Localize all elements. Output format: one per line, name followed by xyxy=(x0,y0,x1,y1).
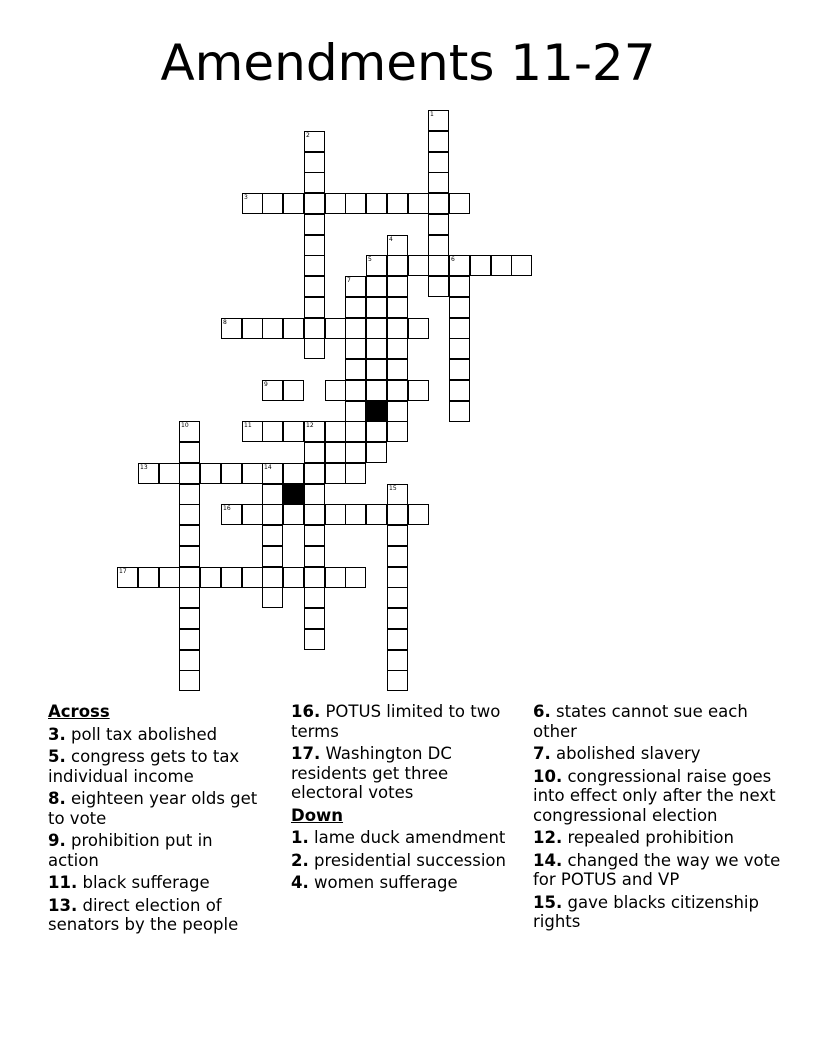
clue-item xyxy=(291,851,506,871)
grid-cell[interactable] xyxy=(387,650,408,671)
grid-cell[interactable] xyxy=(408,318,429,339)
grid-cell[interactable] xyxy=(221,567,242,588)
grid-cell[interactable] xyxy=(449,380,470,401)
grid-cell[interactable] xyxy=(345,276,366,297)
grid-cell[interactable] xyxy=(138,567,159,588)
grid-cell[interactable] xyxy=(366,297,387,318)
grid-cell[interactable] xyxy=(449,359,470,380)
down-clue-list-continued xyxy=(533,702,783,932)
grid-cell[interactable] xyxy=(283,504,304,525)
grid-cell[interactable] xyxy=(366,359,387,380)
grid-cell[interactable] xyxy=(387,504,408,525)
grid-cell[interactable] xyxy=(345,401,366,422)
clue-number-label: 8. xyxy=(48,789,66,808)
grid-cell[interactable] xyxy=(325,380,346,401)
clue-number: 13 xyxy=(140,464,148,471)
grid-cell[interactable] xyxy=(242,193,263,214)
clue-item xyxy=(533,893,783,932)
grid-block-cell xyxy=(366,401,387,422)
clue-number: 15 xyxy=(389,485,397,492)
grid-cell[interactable] xyxy=(408,255,429,276)
grid-cell[interactable] xyxy=(304,567,325,588)
grid-cell[interactable] xyxy=(242,567,263,588)
grid-cell[interactable] xyxy=(449,338,470,359)
clue-text: direct election of senators by the people xyxy=(48,895,239,934)
grid-cell[interactable] xyxy=(366,318,387,339)
grid-cell[interactable] xyxy=(511,255,532,276)
grid-cell[interactable] xyxy=(387,484,408,505)
grid-cell[interactable] xyxy=(283,318,304,339)
grid-cell[interactable] xyxy=(304,463,325,484)
grid-cell[interactable] xyxy=(200,567,221,588)
clue-item xyxy=(48,789,268,828)
grid-cell[interactable] xyxy=(387,255,408,276)
grid-cell[interactable] xyxy=(242,318,263,339)
clue-number: 9 xyxy=(264,381,268,388)
grid-cell[interactable] xyxy=(283,380,304,401)
grid-cell[interactable] xyxy=(491,255,512,276)
clue-number-label: 11. xyxy=(48,873,78,892)
grid-cell[interactable] xyxy=(179,670,200,691)
grid-cell[interactable] xyxy=(179,484,200,505)
clue-number-label: 14. xyxy=(533,850,563,870)
grid-cell[interactable] xyxy=(304,131,325,152)
grid-cell[interactable] xyxy=(387,608,408,629)
clue-number: 16 xyxy=(223,505,231,512)
clue-number: 7 xyxy=(347,277,351,284)
grid-cell[interactable] xyxy=(304,421,325,442)
grid-cell[interactable] xyxy=(428,193,449,214)
grid-cell[interactable] xyxy=(179,463,200,484)
grid-cell[interactable] xyxy=(304,172,325,193)
grid-cell[interactable] xyxy=(366,193,387,214)
grid-cell[interactable] xyxy=(304,629,325,650)
grid-cell[interactable] xyxy=(428,172,449,193)
grid-cell[interactable] xyxy=(304,504,325,525)
clue-text: repealed prohibition xyxy=(562,828,734,847)
clue-text: women sufferage xyxy=(308,873,458,892)
grid-cell[interactable] xyxy=(387,338,408,359)
grid-cell[interactable] xyxy=(325,193,346,214)
clue-number-label: 6. xyxy=(533,702,551,721)
clue-item xyxy=(48,747,268,786)
grid-cell[interactable] xyxy=(366,504,387,525)
clue-item xyxy=(533,767,783,826)
down-clue-list xyxy=(291,828,506,893)
clue-item xyxy=(48,831,268,870)
grid-cell[interactable] xyxy=(304,255,325,276)
grid-cell[interactable] xyxy=(117,567,138,588)
grid-cell[interactable] xyxy=(428,152,449,173)
grid-cell[interactable] xyxy=(408,193,429,214)
grid-cell[interactable] xyxy=(428,214,449,235)
grid-cell[interactable] xyxy=(387,587,408,608)
clues-column-2 xyxy=(291,702,506,896)
clue-number: 17 xyxy=(119,568,127,575)
grid-cell[interactable] xyxy=(304,318,325,339)
grid-cell[interactable] xyxy=(179,650,200,671)
grid-cell[interactable] xyxy=(449,401,470,422)
grid-cell[interactable] xyxy=(408,380,429,401)
grid-cell[interactable] xyxy=(325,463,346,484)
clue-number-label: 3. xyxy=(48,724,66,744)
clue-item xyxy=(291,828,506,848)
clue-text: presidential succession xyxy=(308,850,506,870)
across-clue-list-continued xyxy=(291,702,506,803)
grid-cell[interactable] xyxy=(345,442,366,463)
clue-number-label: 10. xyxy=(533,766,563,786)
grid-cell[interactable] xyxy=(304,214,325,235)
grid-cell[interactable] xyxy=(428,131,449,152)
across-header: Across xyxy=(48,702,110,721)
grid-cell[interactable] xyxy=(345,463,366,484)
grid-cell[interactable] xyxy=(387,629,408,650)
grid-cell[interactable] xyxy=(283,463,304,484)
grid-cell[interactable] xyxy=(345,318,366,339)
grid-cell[interactable] xyxy=(366,338,387,359)
grid-cell[interactable] xyxy=(345,421,366,442)
grid-cell[interactable] xyxy=(262,421,283,442)
clue-number-label: 16. xyxy=(291,702,321,721)
grid-cell[interactable] xyxy=(221,318,242,339)
grid-cell[interactable] xyxy=(387,525,408,546)
clue-number-label: 1. xyxy=(291,828,309,847)
grid-cell[interactable] xyxy=(366,255,387,276)
clue-text: POTUS limited to two terms xyxy=(291,702,501,741)
clue-number-label: 12. xyxy=(533,828,563,847)
grid-cell[interactable] xyxy=(159,567,180,588)
grid-cell[interactable] xyxy=(304,338,325,359)
grid-cell[interactable] xyxy=(304,235,325,256)
grid-cell[interactable] xyxy=(262,380,283,401)
clue-number: 14 xyxy=(264,464,272,471)
grid-cell[interactable] xyxy=(262,504,283,525)
grid-cell[interactable] xyxy=(304,525,325,546)
grid-cell[interactable] xyxy=(428,276,449,297)
grid-cell[interactable] xyxy=(408,504,429,525)
grid-cell[interactable] xyxy=(221,504,242,525)
grid-cell[interactable] xyxy=(449,276,470,297)
grid-cell[interactable] xyxy=(345,567,366,588)
down-header: Down xyxy=(291,805,344,825)
grid-cell[interactable] xyxy=(387,421,408,442)
clue-number-label: 15. xyxy=(533,892,563,912)
grid-cell[interactable] xyxy=(387,193,408,214)
clue-text: Washington DC residents get three electoral votes xyxy=(291,744,452,802)
clue-text: prohibition put in action xyxy=(48,831,213,870)
grid-cell[interactable] xyxy=(304,152,325,173)
grid-cell[interactable] xyxy=(283,421,304,442)
clue-number-label: 5. xyxy=(48,747,66,766)
grid-cell[interactable] xyxy=(179,608,200,629)
clue-text: congress gets to tax individual income xyxy=(48,747,240,786)
clue-item xyxy=(533,851,783,890)
clue-number: 10 xyxy=(181,422,189,429)
clue-number: 8 xyxy=(223,319,227,326)
grid-cell[interactable] xyxy=(387,567,408,588)
grid-cell[interactable] xyxy=(325,421,346,442)
grid-cell[interactable] xyxy=(179,587,200,608)
grid-cell[interactable] xyxy=(387,380,408,401)
grid-cell[interactable] xyxy=(449,318,470,339)
grid-cell[interactable] xyxy=(242,504,263,525)
grid-cell[interactable] xyxy=(138,463,159,484)
grid-cell[interactable] xyxy=(449,297,470,318)
grid-cell[interactable] xyxy=(387,318,408,339)
grid-cell[interactable] xyxy=(304,608,325,629)
grid-cell[interactable] xyxy=(366,421,387,442)
clue-number: 3 xyxy=(244,194,248,201)
grid-cell[interactable] xyxy=(262,525,283,546)
clue-text: changed the way we vote for POTUS and VP xyxy=(533,850,781,889)
clue-item xyxy=(533,744,783,764)
grid-cell[interactable] xyxy=(200,463,221,484)
grid-cell[interactable] xyxy=(387,235,408,256)
grid-cell[interactable] xyxy=(366,380,387,401)
clues-column-1 xyxy=(48,702,268,938)
puzzle-title: Amendments 11-27 xyxy=(160,34,656,92)
clue-text: poll tax abolished xyxy=(65,724,218,744)
grid-cell[interactable] xyxy=(325,504,346,525)
clue-number: 12 xyxy=(306,422,314,429)
clue-number-label: 17. xyxy=(291,744,321,763)
grid-cell[interactable] xyxy=(283,567,304,588)
grid-cell[interactable] xyxy=(262,193,283,214)
grid-cell[interactable] xyxy=(304,297,325,318)
grid-cell[interactable] xyxy=(387,359,408,380)
clue-item xyxy=(291,873,506,893)
grid-cell[interactable] xyxy=(179,504,200,525)
clue-number: 4 xyxy=(389,236,393,243)
grid-cell[interactable] xyxy=(387,546,408,567)
clue-number: 5 xyxy=(368,256,372,263)
grid-cell[interactable] xyxy=(262,587,283,608)
grid-cell[interactable] xyxy=(325,442,346,463)
clue-text: states cannot sue each other xyxy=(533,702,748,741)
grid-cell[interactable] xyxy=(387,401,408,422)
grid-cell[interactable] xyxy=(449,193,470,214)
grid-cell[interactable] xyxy=(242,421,263,442)
clue-text: gave blacks citizenship rights xyxy=(533,892,759,931)
clue-text: lame duck amendment xyxy=(308,828,506,847)
grid-cell[interactable] xyxy=(179,421,200,442)
grid-cell[interactable] xyxy=(262,484,283,505)
clue-item xyxy=(48,896,268,935)
grid-block-cell xyxy=(283,484,304,505)
grid-cell[interactable] xyxy=(242,463,263,484)
grid-cell[interactable] xyxy=(428,235,449,256)
clue-number: 6 xyxy=(451,256,455,263)
clue-number-label: 7. xyxy=(533,744,551,763)
clue-number-label: 13. xyxy=(48,895,78,915)
grid-cell[interactable] xyxy=(262,318,283,339)
clue-number: 2 xyxy=(306,132,310,139)
grid-cell[interactable] xyxy=(366,276,387,297)
grid-cell[interactable] xyxy=(449,255,470,276)
clue-text: abolished slavery xyxy=(550,744,701,763)
grid-cell[interactable] xyxy=(283,193,304,214)
grid-cell[interactable] xyxy=(304,276,325,297)
clue-number-label: 4. xyxy=(291,873,309,892)
grid-cell[interactable] xyxy=(159,463,180,484)
grid-cell[interactable] xyxy=(304,484,325,505)
grid-cell[interactable] xyxy=(366,442,387,463)
grid-cell[interactable] xyxy=(428,110,449,131)
clue-number: 11 xyxy=(244,422,252,429)
clue-text: congressional raise goes into effect only after the next congressional election xyxy=(533,766,776,825)
grid-cell[interactable] xyxy=(304,587,325,608)
grid-cell[interactable] xyxy=(221,463,242,484)
grid-cell[interactable] xyxy=(345,504,366,525)
clue-number-label: 9. xyxy=(48,831,66,850)
grid-cell[interactable] xyxy=(325,318,346,339)
clues-column-3 xyxy=(533,702,783,935)
clue-item xyxy=(48,873,268,893)
grid-cell[interactable] xyxy=(262,463,283,484)
grid-cell[interactable] xyxy=(304,546,325,567)
clue-text: eighteen year olds get to vote xyxy=(48,789,258,828)
clue-text: black sufferage xyxy=(77,873,210,892)
grid-cell[interactable] xyxy=(345,359,366,380)
clue-item xyxy=(291,744,506,803)
grid-cell[interactable] xyxy=(304,193,325,214)
clue-item xyxy=(533,828,783,848)
across-clue-list xyxy=(48,725,268,935)
grid-cell[interactable] xyxy=(304,442,325,463)
grid-cell[interactable] xyxy=(387,276,408,297)
grid-cell[interactable] xyxy=(345,338,366,359)
grid-cell[interactable] xyxy=(470,255,491,276)
grid-cell[interactable] xyxy=(428,255,449,276)
grid-cell[interactable] xyxy=(179,525,200,546)
grid-cell[interactable] xyxy=(345,380,366,401)
clue-item xyxy=(48,725,268,745)
grid-cell[interactable] xyxy=(179,567,200,588)
grid-cell[interactable] xyxy=(179,629,200,650)
clue-item xyxy=(291,702,506,741)
clue-item xyxy=(533,702,783,741)
grid-cell[interactable] xyxy=(179,546,200,567)
grid-cell[interactable] xyxy=(387,297,408,318)
grid-cell[interactable] xyxy=(387,670,408,691)
grid-cell[interactable] xyxy=(262,567,283,588)
clue-number: 1 xyxy=(430,111,434,118)
clue-number-label: 2. xyxy=(291,850,309,870)
grid-cell[interactable] xyxy=(345,193,366,214)
grid-cell[interactable] xyxy=(179,442,200,463)
grid-cell[interactable] xyxy=(262,546,283,567)
grid-cell[interactable] xyxy=(345,297,366,318)
grid-cell[interactable] xyxy=(325,567,346,588)
